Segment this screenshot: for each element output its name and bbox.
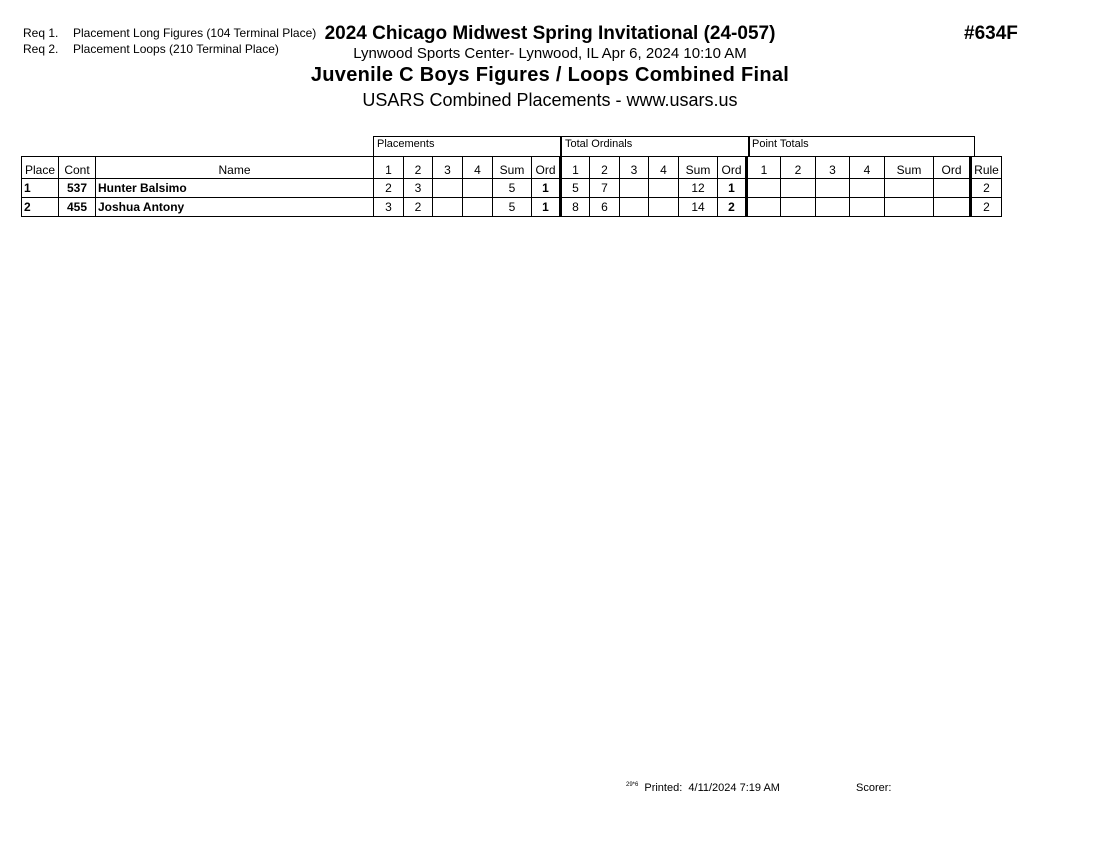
ordinal-3-cell — [620, 179, 649, 198]
requirement-text: Placement Long Figures (104 Terminal Place) — [73, 26, 317, 40]
point-ord-cell — [934, 198, 971, 217]
col-header: 4 — [463, 157, 493, 179]
point-4-cell — [850, 179, 885, 198]
placement-ord-cell: 1 — [532, 198, 561, 217]
cont-cell: 455 — [59, 198, 96, 217]
point-sum-cell — [885, 198, 934, 217]
table-row — [22, 179, 1002, 198]
point-2-cell — [781, 198, 816, 217]
col-header: Ord — [934, 157, 971, 179]
competition-title: 2024 Chicago Midwest Spring Invitational (24-057) — [324, 23, 776, 44]
ordinal-1-cell: 8 — [561, 198, 590, 217]
footer-code: 29*6 — [626, 782, 639, 788]
header-row — [22, 157, 1002, 179]
place-cell: 2 — [22, 198, 59, 217]
placement-2-cell: 2 — [404, 198, 433, 217]
placement-1-cell: 3 — [374, 198, 404, 217]
event-title: Juvenile C Boys Figures / Loops Combined Final — [310, 64, 790, 86]
group-header-point-totals: Point Totals — [748, 136, 975, 156]
col-header: 3 — [433, 157, 463, 179]
point-2-cell — [781, 179, 816, 198]
col-header: Sum — [493, 157, 532, 179]
ordinal-ord-cell: 1 — [718, 179, 747, 198]
col-header: Ord — [532, 157, 561, 179]
col-header: 1 — [561, 157, 590, 179]
ordinal-sum-cell: 12 — [679, 179, 718, 198]
col-header: Ord — [718, 157, 747, 179]
name-cell: Joshua Antony — [96, 198, 374, 217]
ordinal-sum-cell: 14 — [679, 198, 718, 217]
placement-ord-cell: 1 — [532, 179, 561, 198]
col-header: Name — [96, 157, 374, 179]
ordinal-2-cell: 7 — [590, 179, 620, 198]
point-ord-cell — [934, 179, 971, 198]
event-subtitle: USARS Combined Placements - www.usars.us — [362, 90, 738, 110]
ordinal-3-cell — [620, 198, 649, 217]
ordinal-1-cell: 5 — [561, 179, 590, 198]
placement-3-cell — [433, 179, 463, 198]
point-1-cell — [747, 179, 781, 198]
point-sum-cell — [885, 179, 934, 198]
printed-value: 4/11/2024 7:19 AM — [688, 782, 780, 794]
placement-sum-cell: 5 — [493, 179, 532, 198]
point-3-cell — [816, 179, 850, 198]
ordinal-4-cell — [649, 179, 679, 198]
col-header: 3 — [816, 157, 850, 179]
ordinal-2-cell: 6 — [590, 198, 620, 217]
group-header-total-ordinals: Total Ordinals — [561, 136, 750, 156]
point-1-cell — [747, 198, 781, 217]
placement-2-cell: 3 — [404, 179, 433, 198]
col-header: 4 — [850, 157, 885, 179]
col-header: Rule — [971, 157, 1002, 179]
col-header: Cont — [59, 157, 96, 179]
cont-cell: 537 — [59, 179, 96, 198]
results-table — [21, 156, 1002, 217]
requirement-text: Placement Loops (210 Terminal Place) — [73, 42, 279, 56]
requirement-number: Req 1. — [23, 26, 59, 40]
event-number: #634F — [964, 23, 1018, 44]
place-cell: 1 — [22, 179, 59, 198]
name-cell: Hunter Balsimo — [96, 179, 374, 198]
placement-sum-cell: 5 — [493, 198, 532, 217]
printed-info — [626, 782, 780, 794]
rule-cell: 2 — [971, 179, 1002, 198]
col-header: 2 — [404, 157, 433, 179]
col-header: Sum — [885, 157, 934, 179]
col-header: 2 — [781, 157, 816, 179]
venue-line: Lynwood Sports Center- Lynwood, IL Apr 6, 2024 10:10 AM — [353, 45, 747, 62]
placement-4-cell — [463, 179, 493, 198]
col-header: 2 — [590, 157, 620, 179]
col-header: Sum — [679, 157, 718, 179]
ordinal-ord-cell: 2 — [718, 198, 747, 217]
col-header: 4 — [649, 157, 679, 179]
placement-1-cell: 2 — [374, 179, 404, 198]
col-header: 3 — [620, 157, 649, 179]
rule-cell: 2 — [971, 198, 1002, 217]
placement-3-cell — [433, 198, 463, 217]
col-header: Place — [22, 157, 59, 179]
col-header: 1 — [747, 157, 781, 179]
ordinal-4-cell — [649, 198, 679, 217]
group-header-placements: Placements — [373, 136, 561, 156]
table-row — [22, 198, 1002, 217]
point-3-cell — [816, 198, 850, 217]
placement-4-cell — [463, 198, 493, 217]
col-header: 1 — [374, 157, 404, 179]
printed-label: Printed: — [644, 782, 683, 794]
requirement-number: Req 2. — [23, 42, 59, 56]
scorer-label: Scorer: — [856, 782, 892, 794]
point-4-cell — [850, 198, 885, 217]
